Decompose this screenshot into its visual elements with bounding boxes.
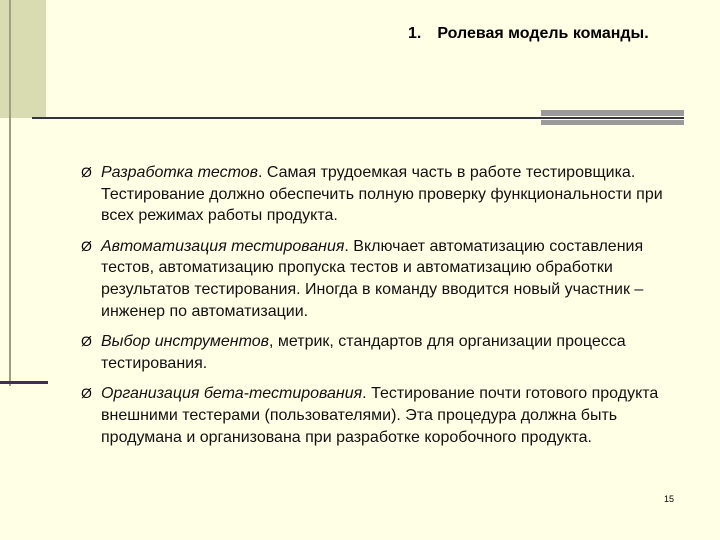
- bullet-item: [80, 162, 680, 227]
- bullet-text: . Включает автоматизацию составления тестов, автоматизацию пропуска тестов и автоматизацию обработки результатов тестирования. Иногда в команду вводится новый участник – инженер по автоматизации.: [101, 237, 644, 320]
- bullet-item: [80, 383, 680, 448]
- bullet-term: Выбор инструментов: [101, 333, 269, 351]
- bullet-arrow-icon: Ø: [81, 164, 92, 180]
- title-rule: [32, 117, 684, 119]
- slide-title: [408, 25, 649, 43]
- bullet-arrow-icon: Ø: [81, 237, 92, 254]
- bullet-arrow-icon: Ø: [81, 385, 92, 402]
- bullet-text: , метрик, стандартов для организации процесса тестирования.: [101, 333, 626, 372]
- title-rule-accent-lower: [541, 120, 684, 125]
- title-text: Ролевая модель команды.: [437, 25, 649, 42]
- bullet-item: [80, 236, 680, 322]
- bullet-term: Разработка тестов: [101, 164, 259, 181]
- bullet-text: . Тестирование почти готового продукта внешними тестерами (пользователями). Эта процедура должна быть продумана и организована при разработке коробочного продукта.: [101, 385, 659, 446]
- bullet-text: . Самая трудоемкая часть в работе тестировщика. Тестирование должно обеспечить полную проверку функциональности при всех режимах работы продукта.: [101, 164, 663, 225]
- left-decor-bar: [0, 381, 48, 384]
- bullet-term: Организация бета-тестирования: [101, 385, 363, 403]
- bullet-arrow-icon: Ø: [81, 333, 92, 350]
- left-decor-line: [9, 0, 11, 386]
- bullet-term: Автоматизация тестирования: [101, 237, 345, 255]
- title-number: 1.: [408, 25, 422, 42]
- page-number: 15: [664, 494, 675, 504]
- bullet-list: [80, 162, 680, 457]
- title-rule-accent: [541, 110, 684, 116]
- bullet-item: [80, 331, 680, 374]
- left-decor-panel: [0, 0, 46, 118]
